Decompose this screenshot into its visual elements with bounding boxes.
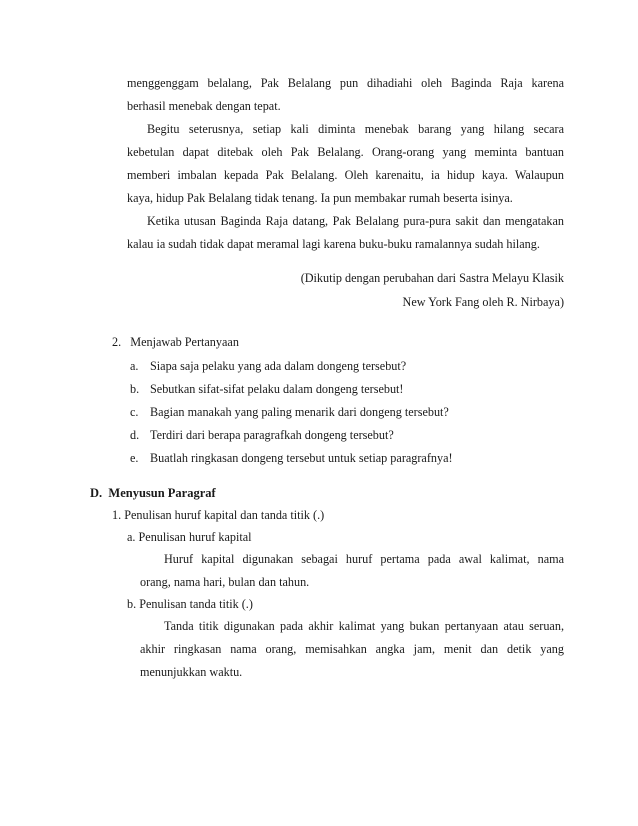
- body-line: akhir ringkasan nama orang, memisahkan angka jam, menit dan detik yang: [140, 642, 564, 656]
- question-letter: e.: [130, 451, 139, 465]
- body-line: menunjukkan waktu.: [140, 665, 243, 679]
- story-line: kebetulan dapat ditebak oleh Pak Belalang. Orang-orang yang meminta bantuan: [127, 145, 564, 159]
- story-line: Ketika utusan Baginda Raja datang, Pak Belalang pura-pura sakit dan mengatakan: [147, 214, 564, 228]
- question-letter: c.: [130, 405, 139, 419]
- story-line: kaya, hidup Pak Belalang tidak tenang. Ia pun membakar rumah beserta isinya.: [127, 191, 513, 205]
- question-item: [130, 378, 453, 401]
- body-line: Tanda titik digunakan pada akhir kalimat yang bukan pertanyaan atau seruan,: [164, 619, 564, 633]
- question-item: [130, 447, 453, 470]
- section-heading: D. Menyusun Paragraf: [90, 486, 216, 500]
- question-text: Buatlah ringkasan dongeng tersebut untuk setiap paragrafnya!: [150, 451, 453, 465]
- question-letter: a.: [130, 359, 139, 373]
- story-line: Begitu seterusnya, setiap kali diminta menebak barang yang hilang secara: [147, 122, 564, 136]
- subsection-a-heading: a. Penulisan huruf kapital: [127, 530, 252, 544]
- question-text: Sebutkan sifat-sifat pelaku dalam dongeng tersebut!: [150, 382, 404, 396]
- question-text: Terdiri dari berapa paragrafkah dongeng tersebut?: [150, 428, 394, 442]
- question-item: [130, 355, 453, 378]
- questions-heading: 2. Menjawab Pertanyaan: [112, 335, 239, 349]
- source-citation-line-2: New York Fang oleh R. Nirbaya): [402, 295, 564, 309]
- question-letter: b.: [130, 382, 140, 396]
- subsection-heading: 1. Penulisan huruf kapital dan tanda titik (.): [112, 508, 325, 522]
- question-text: Siapa saja pelaku yang ada dalam dongeng tersebut?: [150, 359, 407, 373]
- question-item: [130, 401, 453, 424]
- body-line: orang, nama hari, bulan dan tahun.: [140, 575, 310, 589]
- question-item: [130, 424, 453, 447]
- question-letter: d.: [130, 428, 140, 442]
- subsection-b-heading: b. Penulisan tanda titik (.): [127, 597, 253, 611]
- story-line: berhasil menebak dengan tepat.: [127, 99, 281, 113]
- question-text: Bagian manakah yang paling menarik dari dongeng tersebut?: [150, 405, 449, 419]
- questions-list: [130, 355, 453, 470]
- story-line: menggenggam belalang, Pak Belalang pun dihadiahi oleh Baginda Raja karena: [127, 76, 564, 90]
- story-line: kalau ia sudah tidak dapat meramal lagi karena buku-buku ramalannya sudah hilang.: [127, 237, 540, 251]
- body-line: Huruf kapital digunakan sebagai huruf pertama pada awal kalimat, nama: [164, 552, 564, 566]
- story-line: memberi imbalan kepada Pak Belalang. Oleh karenaitu, ia hidup kaya. Walaupun: [127, 168, 564, 182]
- source-citation-line-1: (Dikutip dengan perubahan dari Sastra Melayu Klasik: [300, 271, 564, 285]
